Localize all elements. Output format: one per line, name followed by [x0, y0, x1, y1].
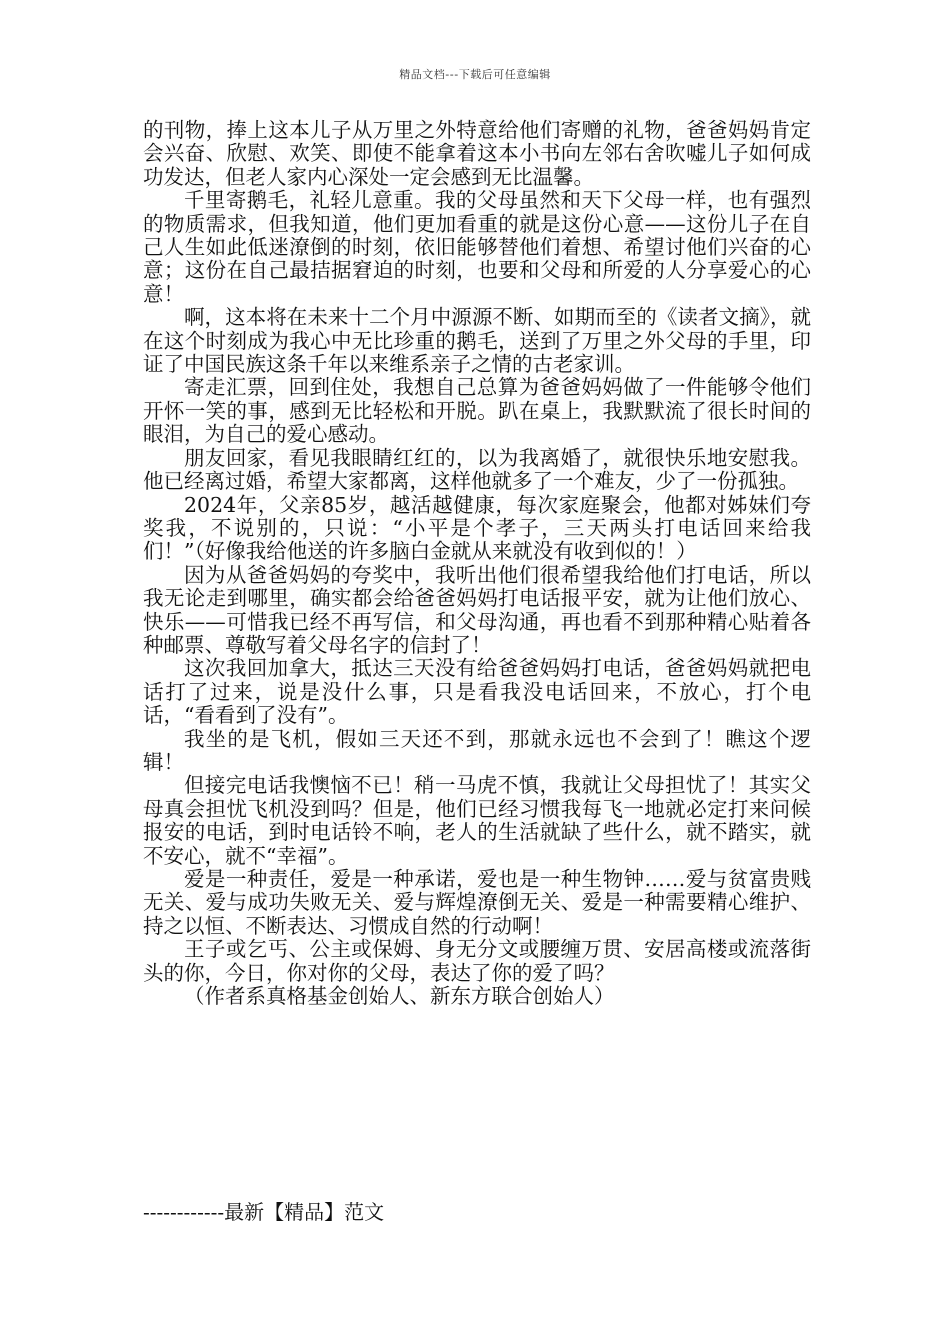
paragraph: 因为从爸爸妈妈的夸奖中，我听出他们很希望我给他们打电话，所以我无论走到哪里，确实都会给爸爸妈妈打电话报平安，就为让他们放心、快乐——可惜我已经不再写信，和父母沟通，再也看不到那种精心贴着各种邮票、尊敬写着父母名字的信封了！ [143, 562, 811, 657]
page-header: 精品文档---下载后可任意编辑 [399, 68, 551, 81]
article-body [143, 119, 811, 1008]
paragraph: 我坐的是飞机，假如三天还不到，那就永远也不会到了！瞧这个逻辑！ [143, 726, 811, 774]
paragraph: 千里寄鹅毛，礼轻儿意重。我的父母虽然和天下父母一样，也有强烈的物质需求，但我知道，他们更加看重的就是这份心意——这份儿子在自己人生如此低迷潦倒的时刻，依旧能够替他们着想、希望讨他们兴奋的心意；这份在自己最拮据窘迫的时刻，也要和父母和所爱的人分享爱心的心意！ [143, 188, 811, 306]
paragraph: 的刊物，捧上这本儿子从万里之外特意给他们寄赠的礼物，爸爸妈妈肯定会兴奋、欣慰、欢笑、即使不能拿着这本小书向左邻右舍吹嘘儿子如何成功发达，但老人家内心深处一定会感到无比温馨。 [143, 118, 811, 189]
page-footer: ------------最新【精品】范文 [143, 1200, 385, 1224]
paragraph: 爱是一种责任，爱是一种承诺，爱也是一种生物钟……爱与贫富贵贱无关、爱与成功失败无关、爱与辉煌潦倒无关、爱是一种需要精心维护、持之以恒、不断表达、习惯成自然的行动啊！ [143, 867, 811, 938]
paragraph: 但接完电话我懊恼不已！稍一马虎不慎，我就让父母担忧了！其实父母真会担忧飞机没到吗？但是，他们已经习惯我每飞一地就必定打来问候报安的电话，到时电话铃不响，老人的生活就缺了些什么，就不踏实，就不安心，就不“幸福”。 [143, 773, 811, 868]
paragraph: 2024年，父亲85岁，越活越健康，每次家庭聚会，他都对姊妹们夸奖我，不说别的，只说：“小平是个孝子，三天两头打电话回来给我们！”（好像我给他送的许多脑白金就从来就没有收到似的！） [143, 492, 811, 564]
paragraph: 啊，这本将在未来十二个月中源源不断、如期而至的《读者文摘》，就在这个时刻成为我心中无比珍重的鹅毛，送到了万里之外父母的手里，印证了中国民族这条千年以来维系亲子之情的古老家训。 [143, 305, 811, 377]
author-note: （作者系真格基金创始人、新东方联合创始人） [184, 984, 615, 1009]
paragraph: 朋友回家，看见我眼睛红红的，以为我离婚了，就很快乐地安慰我。他已经离过婚，希望大家都离，这样他就多了一个难友，少了一份孤独。 [143, 445, 811, 494]
paragraph: 这次我回加拿大，抵达三天没有给爸爸妈妈打电话，爸爸妈妈就把电话打了过来，说是没什么事，只是看我没电话回来，不放心，打个电话，“看看到了没有”。 [143, 656, 811, 728]
paragraph: 王子或乞丐、公主或保姆、身无分文或腰缠万贯、安居高楼或流落街头的你，今日，你对你的父母，表达了你的爱了吗？ [143, 937, 811, 985]
paragraph: 寄走汇票，回到住处，我想自己总算为爸爸妈妈做了一件能够令他们开怀一笑的事，感到无比轻松和开脱。趴在桌上，我默默流了很长时间的眼泪，为自己的爱心感动。 [143, 375, 811, 447]
